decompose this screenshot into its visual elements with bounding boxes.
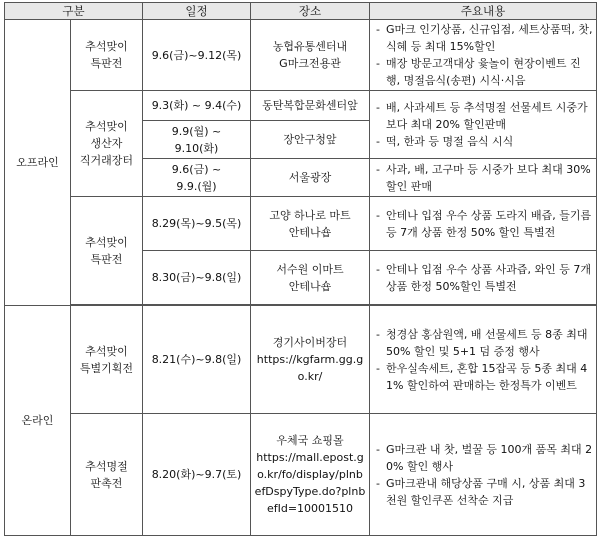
online-category: 온라인	[5, 306, 71, 536]
event-location: 동탄복합문화센터앞	[251, 91, 370, 121]
event-location: 우체국 쇼핑몰 https://mall.epost.go.kr/fo/display/plnbefDspyType.do?plnbefId=10001510	[251, 414, 370, 536]
content-item: - 매장 방문고객대상 윷놀이 현장이벤트 진행, 명절음식(송편) 시식·시음	[374, 55, 593, 89]
content-item: - 안테나 입점 우수 상품 사과즙, 와인 등 7개 상품 한정 50%할인 특별전	[374, 261, 593, 295]
content-item: - 떡, 한과 등 명절 음식 시식	[374, 133, 593, 150]
event-location: 서울광장	[251, 159, 370, 197]
event-name: 추석맞이 특별기획전	[71, 306, 143, 414]
header-row	[5, 3, 597, 20]
content-item: - G마크관내 해당상품 구매 시, 상품 최대 3천원 할인쿠폰 선착순 지급	[374, 475, 593, 509]
event-location: 서수원 이마트 안테나숍	[251, 251, 370, 305]
event-schedule: 9.6(금)~9.12(목)	[143, 20, 251, 91]
event-schedule: 8.29(목)~9.5(목)	[143, 197, 251, 251]
table-row	[5, 197, 597, 251]
table-row	[5, 91, 597, 121]
event-schedule: 8.20(화)~9.7(토)	[143, 414, 251, 536]
event-schedule: 9.6(금) ~ 9.9.(월)	[143, 159, 251, 197]
event-location: 농협유통센터내 G마크전용관	[251, 20, 370, 91]
content-item: - 배, 사과세트 등 추석명절 선물세트 시중가보다 최대 20% 할인판매	[374, 99, 593, 133]
event-schedule: 9.9(월) ~ 9.10(화)	[143, 121, 251, 159]
event-content	[370, 251, 597, 305]
table-row	[5, 20, 597, 91]
event-content	[370, 414, 597, 536]
event-location: 경기사이버장터 https://kgfarm.gg.go.kr/	[251, 306, 370, 414]
event-name: 추석맞이 특판전	[71, 197, 143, 305]
event-schedule: 9.3(화) ~ 9.4(수)	[143, 91, 251, 121]
event-content	[370, 91, 597, 159]
content-item: - G마크관 내 찻, 벌꿀 등 100개 품목 최대 20% 할인 행사	[374, 441, 593, 475]
event-schedule: 8.21(수)~9.8(일)	[143, 306, 251, 414]
content-item: - 안테나 입점 우수 상품 도라지 배즙, 들기름 등 7개 상품 한정 50% 할인 특별전	[374, 207, 593, 241]
table-row	[5, 306, 597, 414]
event-name: 추석맞이 생산자 직거래장터	[71, 91, 143, 197]
header-content: 주요내용	[370, 3, 597, 20]
event-content	[370, 159, 597, 197]
content-item: - 한우실속세트, 혼합 15잡곡 등 5종 최대 41% 할인하여 판매하는 한정특가 이벤트	[374, 360, 593, 394]
content-item: - 사과, 배, 고구마 등 시중가 보다 최대 30% 할인 판매	[374, 161, 593, 195]
event-location: 고양 하나로 마트 안테나숍	[251, 197, 370, 251]
event-schedule: 8.30(금)~9.8(일)	[143, 251, 251, 305]
event-name: 추석맞이 특판전	[71, 20, 143, 91]
event-name: 추석명절 판촉전	[71, 414, 143, 536]
header-location: 장소	[251, 3, 370, 20]
event-location: 장안구청앞	[251, 121, 370, 159]
content-item: - G마크 인기상품, 신규입점, 세트상품떡, 찻, 식혜 등 최대 15%할인	[374, 21, 593, 55]
event-content	[370, 197, 597, 251]
promotion-table	[4, 2, 597, 536]
event-content	[370, 306, 597, 414]
event-content	[370, 20, 597, 91]
offline-category: 오프라인	[5, 20, 71, 306]
table-row	[5, 414, 597, 536]
content-item: - 청경삼 홍삼원액, 배 선물세트 등 8종 최대 50% 할인 및 5+1 덤 증정 행사	[374, 326, 593, 360]
header-schedule: 일정	[143, 3, 251, 20]
header-category: 구분	[5, 3, 143, 20]
